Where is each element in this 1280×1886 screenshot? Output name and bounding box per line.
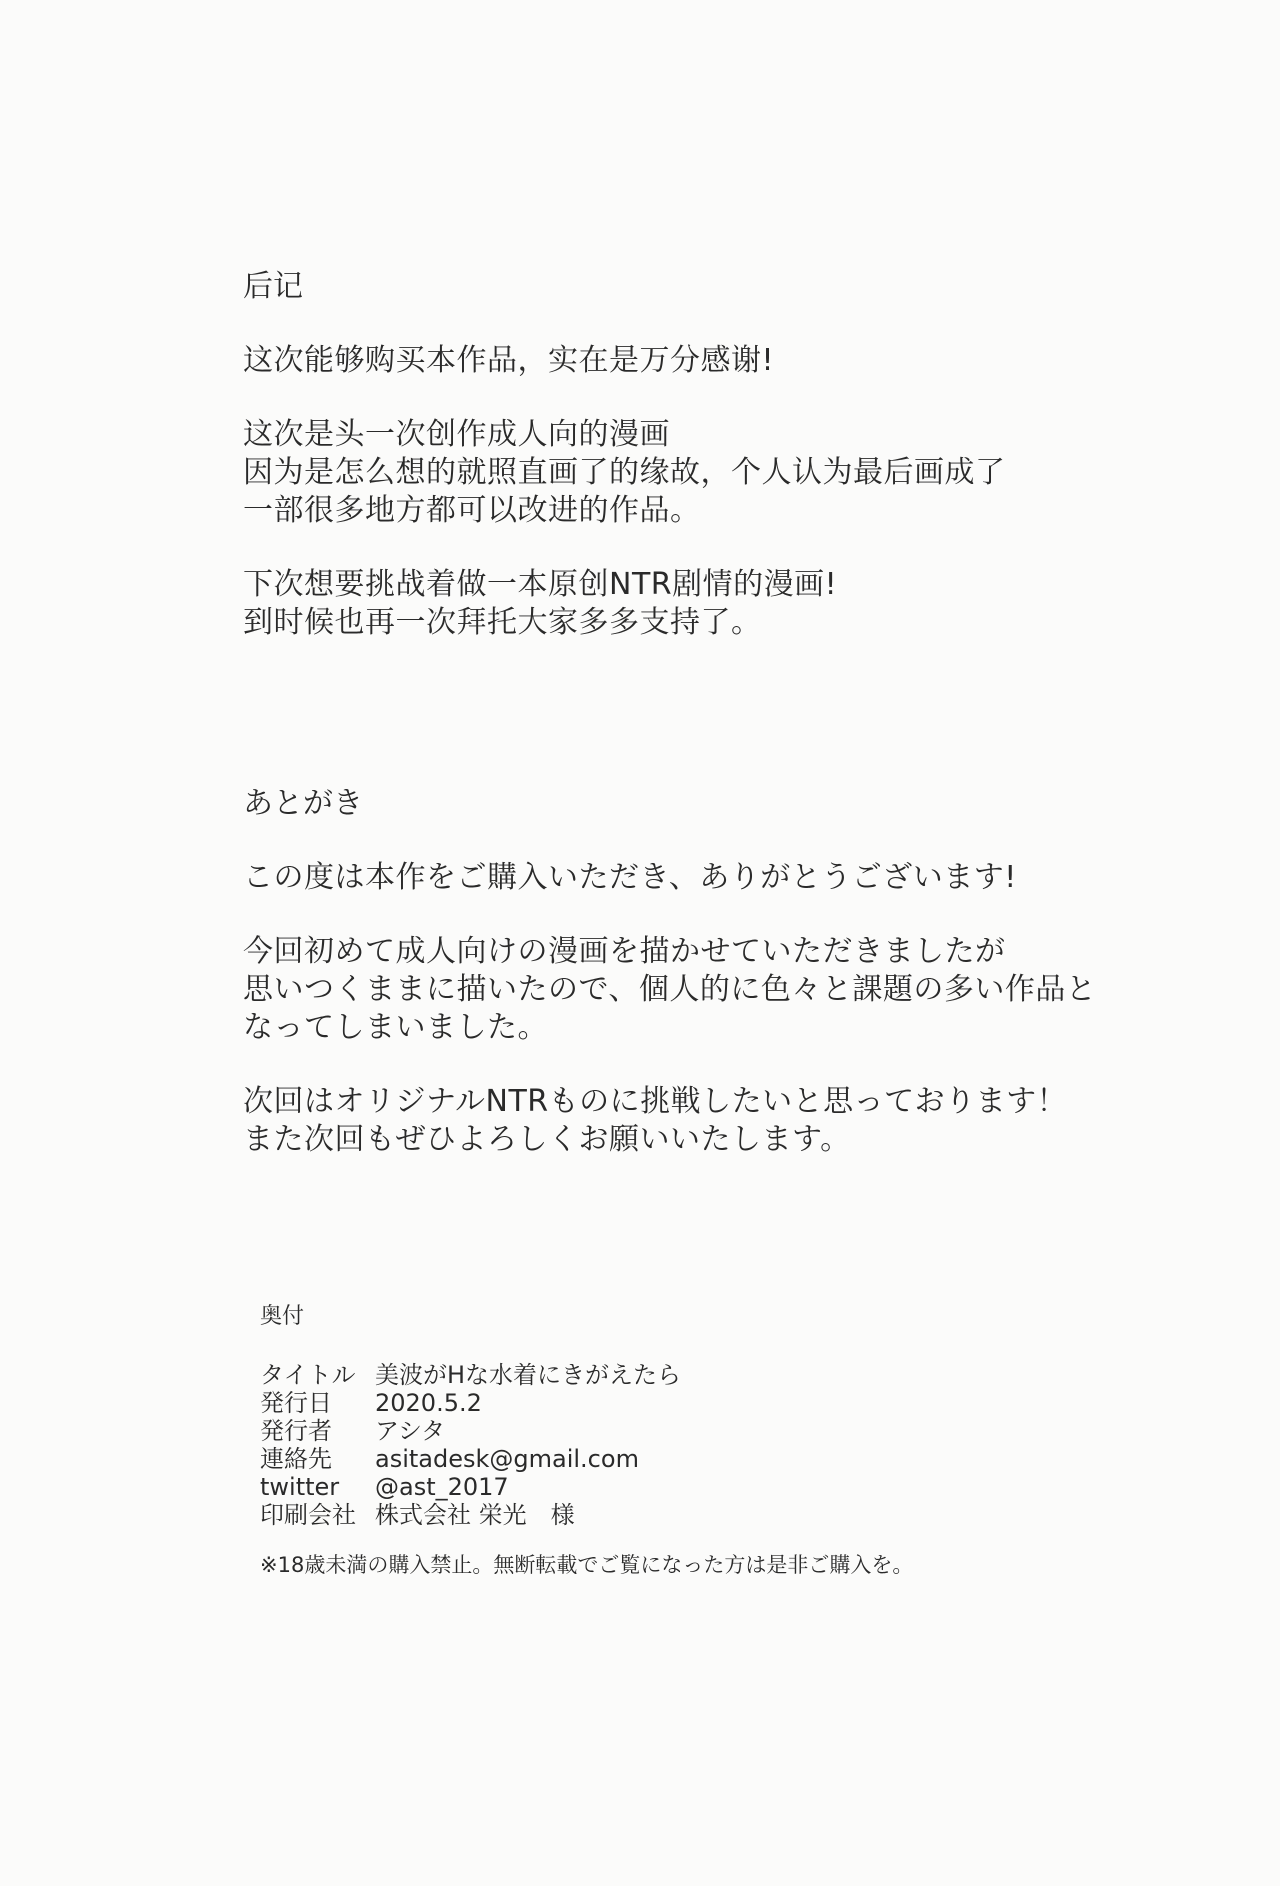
colophon-value: 2020.5.2 <box>375 1389 482 1417</box>
colophon-row-contact <box>260 1445 913 1473</box>
colophon-value: asitadesk@gmail.com <box>375 1445 639 1473</box>
text-line: なってしまいました。 <box>243 1010 548 1045</box>
colophon-key: 発行日 <box>260 1389 332 1417</box>
text-line: 下次想要挑战着做一本原创NTR剧情的漫画! <box>243 567 838 602</box>
chinese-afterword-title: 后记 <box>243 269 303 304</box>
colophon-key: 印刷会社 <box>260 1501 356 1529</box>
japanese-paragraph-3 <box>243 1083 1096 1159</box>
japanese-afterword <box>243 785 1096 1159</box>
colophon-key: タイトル <box>260 1361 356 1389</box>
text-line: また次回もぜひよろしくお願いいたします。 <box>243 1122 851 1157</box>
chinese-paragraph-1 <box>243 342 1006 380</box>
text-line: 这次能够购买本作品，实在是万分感谢! <box>243 343 775 378</box>
text-line: この度は本作をご購入いただき、ありがとうございます! <box>243 860 1017 895</box>
colophon-value: 株式会社 栄光 様 <box>375 1501 575 1529</box>
chinese-paragraph-2 <box>243 416 1006 530</box>
text-line: 这次是头一次创作成人向的漫画 <box>243 417 670 452</box>
colophon-row-printer <box>260 1501 913 1529</box>
colophon-key: twitter <box>260 1473 340 1501</box>
chinese-paragraph-3 <box>243 566 1006 642</box>
colophon-key: 発行者 <box>260 1417 332 1445</box>
colophon-row-twitter <box>260 1473 913 1501</box>
japanese-afterword-title: あとがき <box>243 786 363 821</box>
japanese-paragraph-1 <box>243 859 1096 897</box>
colophon-row-publisher <box>260 1417 913 1445</box>
age-restriction-note: ※18歳未満の購入禁止。無断転載でご覧になった方は是非ご購入を。 <box>260 1553 914 1577</box>
colophon-row-date <box>260 1389 913 1417</box>
colophon-value: 美波がHな水着にきがえたら <box>375 1361 682 1389</box>
colophon-key: 連絡先 <box>260 1445 332 1473</box>
colophon <box>260 1303 913 1579</box>
colophon-value: アシタ <box>375 1417 446 1445</box>
japanese-paragraph-2 <box>243 933 1096 1047</box>
chinese-afterword <box>243 268 1006 642</box>
text-line: 今回初めて成人向けの漫画を描かせていただきましたが <box>243 934 1006 969</box>
text-line: 一部很多地方都可以改进的作品。 <box>243 493 701 528</box>
colophon-title: 奥付 <box>260 1304 305 1329</box>
text-line: 次回はオリジナルNTRものに挑戦したいと思っております！ <box>243 1084 1068 1119</box>
text-line: 到时候也再一次拜托大家多多支持了。 <box>243 605 762 640</box>
colophon-value: @ast_2017 <box>375 1473 509 1501</box>
colophon-row-title <box>260 1361 913 1389</box>
text-line: 思いつくままに描いたので、個人的に色々と課題の多い作品と <box>243 972 1097 1007</box>
text-line: 因为是怎么想的就照直画了的缘故，个人认为最后画成了 <box>243 455 1006 490</box>
